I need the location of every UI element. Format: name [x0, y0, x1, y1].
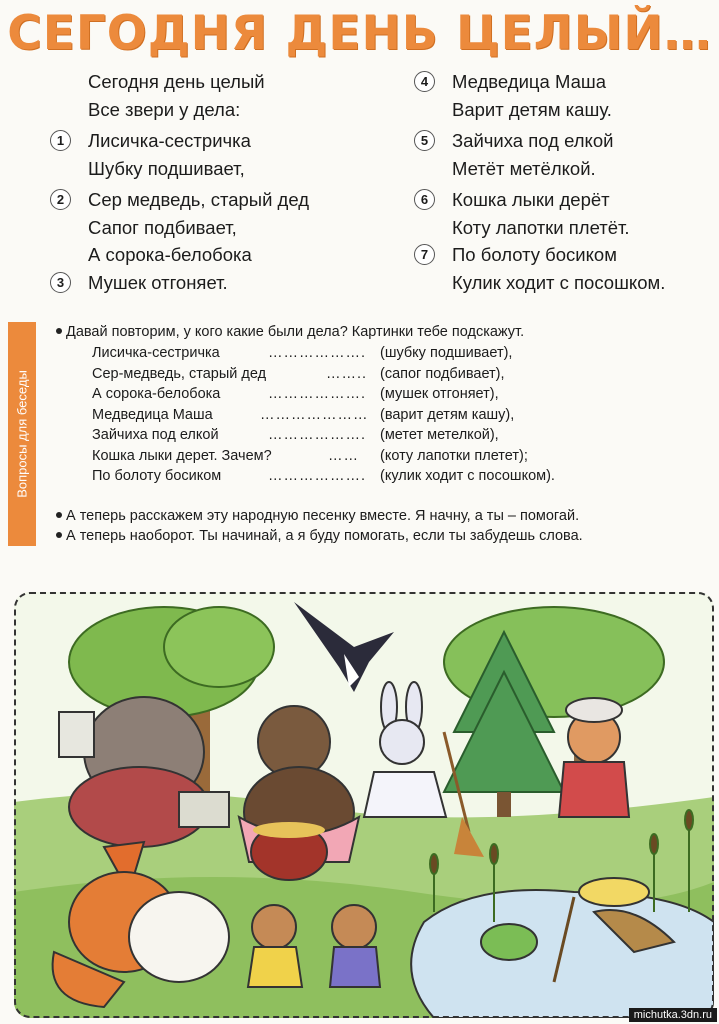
poem-line: Все звери у дела: — [88, 98, 241, 120]
poem-line: 7 По болоту босиком — [414, 241, 714, 269]
side-tab-label: Вопросы для беседы — [14, 370, 30, 498]
poem-right-column — [414, 68, 714, 296]
forest-illustration — [14, 592, 714, 1018]
number-badge: 6 — [414, 189, 435, 210]
question-3: А теперь наоборот. Ты начинай, а я буду помогать, если ты забудешь слова. — [56, 528, 583, 544]
number-badge: 5 — [414, 130, 435, 151]
poem-line: А сорока-белобока — [88, 244, 252, 265]
table-row: Зайчиха под елкой ………………. (метет метелкой), — [92, 427, 499, 443]
side-tab — [8, 322, 36, 546]
poem-line: Сапог подбивает, — [88, 216, 237, 238]
poem-line: 4 Медведица Маша — [414, 68, 714, 96]
number-badge: 4 — [414, 71, 435, 92]
table-row: Сер-медведь, старый дед …….. (сапог подбивает), — [92, 365, 505, 382]
bullet-icon — [56, 512, 62, 518]
bullet-icon — [56, 532, 62, 538]
number-badge: 2 — [50, 189, 71, 210]
table-row: Кошка лыки дерет. Зачем? …… (коту лапотки плетет); — [92, 447, 528, 464]
poem-line: Сегодня день целый — [88, 71, 265, 92]
poem-line: Метёт метёлкой. — [452, 157, 596, 179]
question-2: А теперь расскажем эту народную песенку вместе. Я начну, а ты – помогай. — [56, 508, 579, 524]
table-row: По болоту босиком ………………. (кулик ходит с посошком). — [92, 468, 555, 484]
poem-left-column — [50, 68, 370, 296]
poem-line: Коту лапотки плетёт. — [452, 216, 630, 238]
poem-line: 3 Мушек отгоняет. — [50, 269, 370, 297]
poem-line: 2 Сер медведь, старый дед — [50, 186, 370, 214]
poem-line: Кулик ходит с посошком. — [452, 271, 666, 293]
poem-line: 5 Зайчиха под елкой — [414, 127, 714, 155]
question-1: Давай повторим, у кого какие были дела? Картинки тебе подскажут. — [56, 324, 524, 340]
answers-table — [92, 343, 652, 487]
poem-line: 1 Лисичка-сестричка — [50, 127, 370, 155]
table-row: А сорока-белобока ………………. (мушек отгоняет), — [92, 386, 499, 402]
table-row: Лисичка-сестричка ………………. (шубку подшивает), — [92, 345, 513, 361]
page-title: СЕГОДНЯ ДЕНЬ ЦЕЛЫЙ… — [7, 6, 712, 61]
watermark: michutka.3dn.ru — [629, 1008, 717, 1022]
number-badge: 1 — [50, 130, 71, 151]
poem-line: Шубку подшивает, — [88, 157, 245, 179]
number-badge: 7 — [414, 244, 435, 265]
number-badge: 3 — [50, 272, 71, 293]
poem-line: Варит детям кашу. — [452, 98, 612, 120]
bullet-icon — [56, 328, 62, 334]
poem-line: 6 Кошка лыки дерёт — [414, 186, 714, 214]
table-row: Медведица Маша ………………… (варит детям кашу), — [92, 406, 515, 423]
